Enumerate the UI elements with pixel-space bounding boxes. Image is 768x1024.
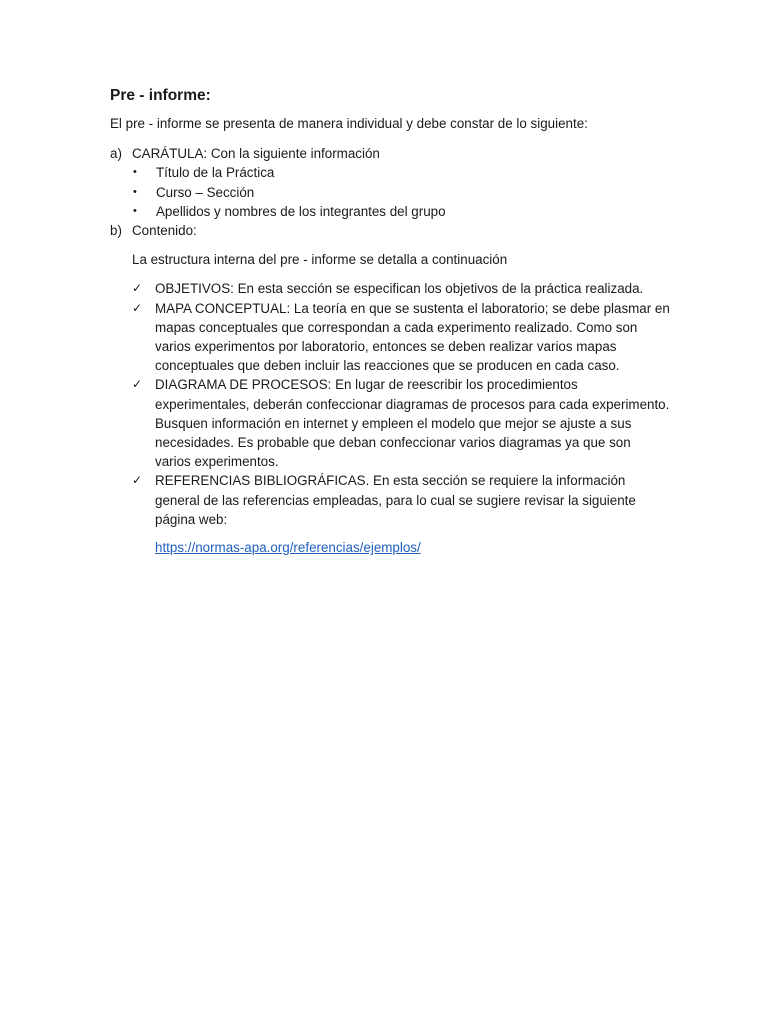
bullet-icon: • xyxy=(133,204,137,217)
list-item xyxy=(132,279,670,298)
section-b-marker: b) xyxy=(110,223,122,239)
bullet-text: Curso – Sección xyxy=(156,184,255,200)
checkmark-icon: ✓ xyxy=(132,281,143,296)
checkmark-icon: ✓ xyxy=(132,473,143,488)
check-item-text: MAPA CONCEPTUAL: La teoría en que se sustenta el laboratorio; se debe plasmar en mapas conceptuales que correspondan a cada experimento realizado. Como son varios experimentos por laboratorio, entonces se deben realizar varios mapas conceptuales que deben incluir las reacciones que se producen en cada caso. xyxy=(155,300,670,374)
document-body xyxy=(110,86,670,557)
section-b xyxy=(110,221,670,240)
bullet-text: Título de la Práctica xyxy=(156,165,275,181)
bullet-icon: • xyxy=(133,185,137,198)
caratula-bullet-list xyxy=(110,163,670,221)
bullet-text: Apellidos y nombres de los integrantes del grupo xyxy=(156,203,446,219)
list-item xyxy=(132,183,670,202)
section-a-text: CARÁTULA: Con la siguiente información xyxy=(132,146,380,162)
list-item xyxy=(132,375,670,471)
content-check-list xyxy=(110,279,670,529)
page-title: Pre - informe: xyxy=(110,87,211,104)
section-a xyxy=(110,144,670,163)
bullet-icon: • xyxy=(133,166,137,179)
check-item-text: OBJETIVOS: En esta sección se especifican los objetivos de la práctica realizada. xyxy=(155,281,644,297)
check-item-text: REFERENCIAS BIBLIOGRÁFICAS. En esta sección se requiere la información general de las referencias empleadas, para lo cual se sugiere revisar la siguiente página web: xyxy=(155,473,636,527)
reference-link-line xyxy=(155,538,670,557)
checkmark-icon: ✓ xyxy=(132,377,143,392)
list-item xyxy=(132,299,670,376)
check-item-text: DIAGRAMA DE PROCESOS: En lugar de reescribir los procedimientos experimentales, deberán confeccionar diagramas de procesos para cada experimento. Busquen información en internet y empleen el modelo que mejor se ajuste a sus necesidades. Es probable que deban confeccionar varios diagramas ya que son varios experimentos. xyxy=(155,377,670,470)
intro-paragraph: El pre - informe se presenta de manera individual y debe constar de lo siguiente: xyxy=(110,116,588,131)
checkmark-icon: ✓ xyxy=(132,300,143,315)
list-item xyxy=(132,163,670,182)
apa-reference-link[interactable]: https://normas-apa.org/referencias/ejemplos/ xyxy=(155,540,421,556)
structure-paragraph: La estructura interna del pre - informe se detalla a continuación xyxy=(132,252,508,268)
list-item xyxy=(132,471,670,529)
section-b-text: Contenido: xyxy=(132,223,197,239)
list-item xyxy=(132,202,670,221)
section-a-marker: a) xyxy=(110,146,122,162)
